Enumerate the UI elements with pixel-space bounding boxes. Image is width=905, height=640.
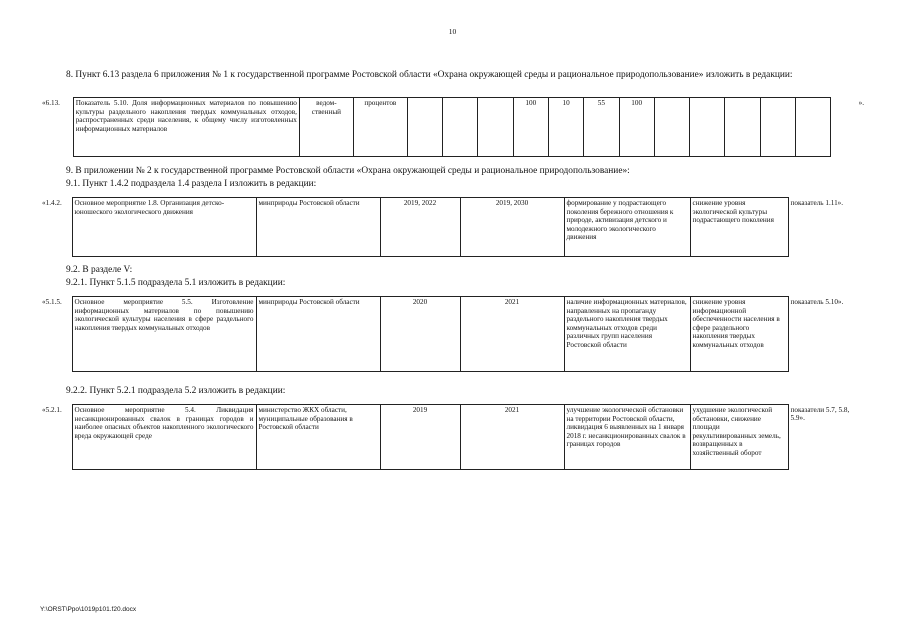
indicator-unit: процентов [353, 98, 407, 157]
executor: минприроды Ростовской области [256, 297, 380, 372]
paragraph-9-2-2: 9.2.2. Пункт 5.2.1 подраздела 5.2 изложить в редакции: [66, 386, 286, 396]
indicator-link: показатели 5.7, 5.8, 5.9». [790, 405, 850, 423]
paragraph-9-2: 9.2. В разделе V: [66, 265, 133, 275]
value-cell [760, 98, 795, 157]
value-cell: 100 [619, 98, 654, 157]
paragraph-9-2-1: 9.2.1. Пункт 5.1.5 подраздела 5.1 изложить в редакции: [66, 278, 286, 288]
end-year: 2019, 2030 [460, 198, 564, 257]
table-row [40, 98, 866, 157]
activity-name: Основное мероприятие 5.4. Ликвидация несанкционированных свалок в границах городов и наиболее опасных объектов накопленного экологического вреда окружающей среде [72, 405, 256, 470]
table-item-5-2-1 [40, 404, 866, 470]
expected-result: формирование у подрастающего поколения бережного отношения к природе, активизация детского и молодежного экологического движения [564, 198, 690, 257]
row-number: «5.2.1. [42, 405, 62, 414]
indicator-link: показатель 5.10». [790, 297, 844, 306]
start-year: 2019 [380, 405, 460, 470]
value-cell [795, 98, 830, 157]
non-implementation-consequence: ухудшение экологической обстановки, снижение площади рекультивированных земель, возвращенных в хозяйственный оборот [690, 405, 788, 470]
indicator-link: показатель 1.11». [790, 198, 844, 207]
end-year: 2021 [460, 297, 564, 372]
table-indicator-6-13 [40, 97, 866, 157]
start-year: 2020 [380, 297, 460, 372]
value-cell [725, 98, 760, 157]
paragraph-9: 9. В приложении № 2 к государственной программе Ростовской области «Охрана окружающей среды и рациональное природопользование»: [66, 166, 630, 176]
value-cell [478, 98, 513, 157]
expected-result: улучшение экологической обстановки на территории Ростовской области, ликвидация 6 выявленных на 1 января 2018 г. несанкционированных свалок в границах городов [564, 405, 690, 470]
page-number: 10 [448, 27, 457, 36]
activity-name: Основное мероприятие 5.5. Изготовление информационных материалов по повышению экологической культуры населения в сфере раздельного накопления твердых коммунальных отходов [72, 297, 256, 372]
paragraph-8: 8. Пункт 6.13 раздела 6 приложения № 1 к государственной программе Ростовской области «Охрана окружающей среды и рациональное природопользование» изложить в редакции: [66, 70, 793, 80]
row-number: «1.4.2. [42, 198, 62, 207]
indicator-name: Показатель 5.10. Доля информационных материалов по повышению культуры раздельного накопления твердых коммунальных отходов, распространенных среди населения, к общему числу изготовленных информационных материалов [73, 98, 299, 157]
table-row [40, 405, 866, 470]
activity-name: Основное мероприятие 1.8. Организация детско-юношеского экологического движения [72, 198, 256, 257]
expected-result: наличие информационных материалов, направленных на пропаганду раздельного накопления твердых коммунальных отходов среди различных групп населения Ростовской области [564, 297, 690, 372]
table-row [40, 198, 866, 257]
table-row [40, 297, 866, 372]
non-implementation-consequence: снижение уровня информационной обеспеченности населения в сфере раздельного накопления твердых коммунальных отходов [690, 297, 788, 372]
start-year: 2019, 2022 [380, 198, 460, 257]
file-path-footer: Y:\ORST\Ppo\1019p101.f20.docx [40, 606, 137, 613]
row-number: «6.13. [42, 98, 60, 107]
table-item-5-1-5 [40, 296, 866, 372]
executor: министерство ЖКХ области, муниципальные образования в Ростовской области [256, 405, 380, 470]
value-cell: 55 [584, 98, 619, 157]
paragraph-9-1: 9.1. Пункт 1.4.2 подраздела 1.4 раздела I изложить в редакции: [66, 179, 317, 189]
value-cell [690, 98, 725, 157]
value-cell [443, 98, 478, 157]
non-implementation-consequence: снижение уровня экологической культуры подрастающего поколения [690, 198, 788, 257]
executor: минприроды Ростовской области [256, 198, 380, 257]
end-year: 2021 [460, 405, 564, 470]
closing-quote: ». [858, 98, 864, 107]
row-number: «5.1.5. [42, 297, 62, 306]
value-cell [407, 98, 442, 157]
indicator-type: ведом-ственный [299, 98, 353, 157]
value-cell: 100 [513, 98, 548, 157]
table-item-1-4-2 [40, 197, 866, 257]
value-cell: 10 [548, 98, 583, 157]
value-cell [654, 98, 689, 157]
